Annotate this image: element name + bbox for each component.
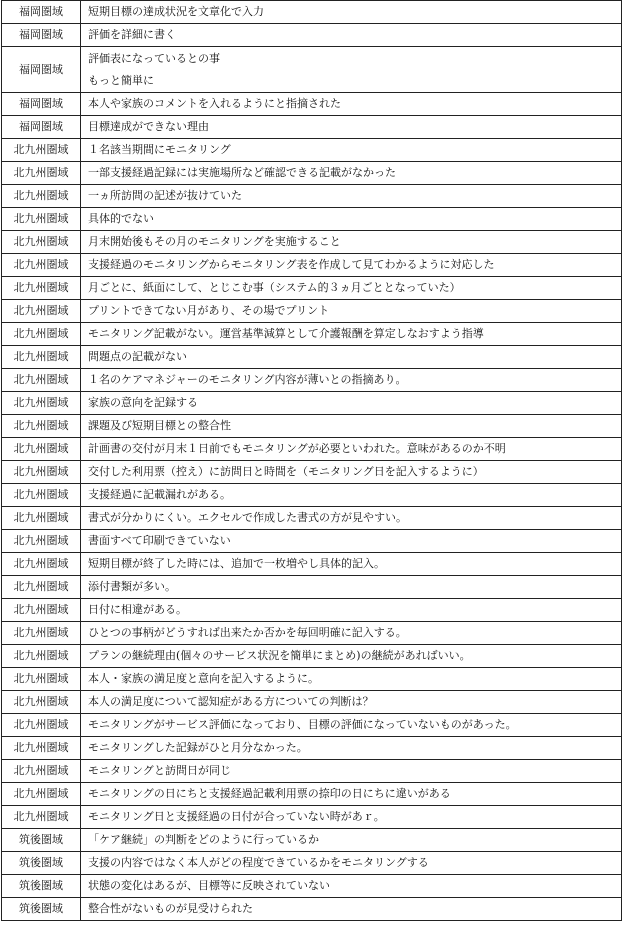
table-row bbox=[2, 622, 622, 645]
region-cell: 福岡圏域 bbox=[2, 24, 81, 47]
table-row bbox=[2, 139, 622, 162]
comment-line: 添付書類が多い。 bbox=[88, 580, 176, 593]
region-cell: 福岡圏域 bbox=[2, 47, 81, 93]
table-row bbox=[2, 24, 622, 47]
region-cell: 北九州圏域 bbox=[2, 553, 81, 576]
table-row bbox=[2, 254, 622, 277]
comment-cell bbox=[81, 668, 622, 691]
table-row bbox=[2, 852, 622, 875]
comment-cell bbox=[81, 415, 622, 438]
region-cell: 北九州圏域 bbox=[2, 369, 81, 392]
comment-line: 短期目標の達成状況を文章化で入力 bbox=[88, 5, 264, 18]
table-row bbox=[2, 438, 622, 461]
comment-cell bbox=[81, 93, 622, 116]
comment-cell bbox=[81, 714, 622, 737]
table-row bbox=[2, 806, 622, 829]
region-cell: 北九州圏域 bbox=[2, 254, 81, 277]
comment-line: モニタリング記載がない。運営基準減算として介護報酬を算定しなおすよう指導 bbox=[88, 327, 484, 340]
comment-line: モニタリングした記録がひと月分なかった。 bbox=[88, 741, 308, 754]
comment-cell bbox=[81, 277, 622, 300]
comment-cell bbox=[81, 484, 622, 507]
comment-cell bbox=[81, 783, 622, 806]
region-cell: 筑後圏域 bbox=[2, 852, 81, 875]
comment-cell bbox=[81, 208, 622, 231]
region-cell: 筑後圏域 bbox=[2, 875, 81, 898]
region-cell: 北九州圏域 bbox=[2, 277, 81, 300]
table-row bbox=[2, 829, 622, 852]
region-cell: 北九州圏域 bbox=[2, 461, 81, 484]
table-row bbox=[2, 783, 622, 806]
table-row bbox=[2, 277, 622, 300]
region-cell: 北九州圏域 bbox=[2, 668, 81, 691]
table-row bbox=[2, 645, 622, 668]
table-row bbox=[2, 415, 622, 438]
table-row bbox=[2, 737, 622, 760]
region-cell: 北九州圏域 bbox=[2, 645, 81, 668]
comment-cell bbox=[81, 852, 622, 875]
region-cell: 北九州圏域 bbox=[2, 760, 81, 783]
comment-cell bbox=[81, 254, 622, 277]
comment-line: １名該当期間にモニタリング bbox=[88, 143, 231, 156]
comment-line: 支援経過に記載漏れがある。 bbox=[88, 488, 231, 501]
table-row bbox=[2, 185, 622, 208]
table-row bbox=[2, 668, 622, 691]
comment-line: 本人の満足度について認知症がある方についての判断は？ bbox=[88, 695, 374, 708]
comment-cell bbox=[81, 530, 622, 553]
comment-line: 家族の意向を記録する bbox=[88, 396, 198, 409]
comment-cell bbox=[81, 185, 622, 208]
table-row bbox=[2, 507, 622, 530]
table-row bbox=[2, 691, 622, 714]
region-cell: 福岡圏域 bbox=[2, 116, 81, 139]
table-row bbox=[2, 714, 622, 737]
region-cell: 北九州圏域 bbox=[2, 484, 81, 507]
region-cell: 北九州圏域 bbox=[2, 806, 81, 829]
comment-line: 整合性がないものが見受けられた bbox=[88, 902, 253, 915]
comment-line: 課題及び短期目標との整合性 bbox=[88, 419, 231, 432]
table-row bbox=[2, 93, 622, 116]
comment-line: 具体的でない bbox=[88, 212, 154, 225]
comment-cell bbox=[81, 806, 622, 829]
comment-cell bbox=[81, 461, 622, 484]
table-row bbox=[2, 576, 622, 599]
table-row bbox=[2, 323, 622, 346]
comments-table-body bbox=[2, 1, 622, 921]
comment-cell bbox=[81, 829, 622, 852]
comment-line: 一部支援経過記録には実施場所など確認できる記載がなかった bbox=[88, 166, 396, 179]
comment-cell bbox=[81, 1, 622, 24]
table-row bbox=[2, 162, 622, 185]
comment-cell bbox=[81, 553, 622, 576]
comment-line: 目標達成ができない理由 bbox=[88, 120, 209, 133]
table-row bbox=[2, 599, 622, 622]
region-cell: 北九州圏域 bbox=[2, 231, 81, 254]
region-cell: 北九州圏域 bbox=[2, 714, 81, 737]
table-row bbox=[2, 300, 622, 323]
region-cell: 北九州圏域 bbox=[2, 783, 81, 806]
comment-cell bbox=[81, 576, 622, 599]
region-cell: 北九州圏域 bbox=[2, 415, 81, 438]
comment-line: 月末開始後もその月のモニタリングを実施すること bbox=[88, 235, 341, 248]
table-row bbox=[2, 116, 622, 139]
table-row bbox=[2, 484, 622, 507]
comment-cell bbox=[81, 24, 622, 47]
region-cell: 筑後圏域 bbox=[2, 829, 81, 852]
table-row bbox=[2, 392, 622, 415]
comment-cell bbox=[81, 691, 622, 714]
comment-line: 本人・家族の満足度と意向を記入するように。 bbox=[88, 672, 319, 685]
table-row bbox=[2, 346, 622, 369]
comment-cell bbox=[81, 162, 622, 185]
table-row bbox=[2, 208, 622, 231]
region-cell: 北九州圏域 bbox=[2, 507, 81, 530]
region-cell: 北九州圏域 bbox=[2, 185, 81, 208]
table-row bbox=[2, 1, 622, 24]
region-cell: 北九州圏域 bbox=[2, 576, 81, 599]
region-cell: 北九州圏域 bbox=[2, 530, 81, 553]
comment-cell bbox=[81, 507, 622, 530]
comment-cell bbox=[81, 622, 622, 645]
table-row bbox=[2, 760, 622, 783]
comment-line: 交付した利用票（控え）に訪問日と時間を（モニタリング日を記入するように） bbox=[88, 465, 484, 478]
comment-line: 短期目標が終了した時には、追加で一枚増やし具体的記入。 bbox=[88, 557, 385, 570]
region-cell: 北九州圏域 bbox=[2, 300, 81, 323]
comment-line: 問題点の記載がない bbox=[88, 350, 187, 363]
comment-line: プランの継続理由(個々のサービス状況を簡単にまとめ)の継続があればいい。 bbox=[88, 649, 471, 662]
comment-cell bbox=[81, 645, 622, 668]
comment-cell bbox=[81, 346, 622, 369]
region-cell: 北九州圏域 bbox=[2, 737, 81, 760]
comment-cell bbox=[81, 323, 622, 346]
comment-line: モニタリング日と支援経過の日付が合っていない時があｒ。 bbox=[88, 810, 385, 823]
comment-line: 評価表になっているとの事 bbox=[88, 51, 220, 65]
comment-line: 状態の変化はあるが、目標等に反映されていない bbox=[88, 879, 330, 892]
comment-line: 本人や家族のコメントを入れるようにと指摘された bbox=[88, 97, 341, 110]
comment-line: 月ごとに、紙面にして、とじこむ事（システム的３ヵ月ごととなっていた） bbox=[88, 281, 461, 294]
comment-line: モニタリングと訪問日が同じ bbox=[88, 764, 231, 777]
comment-cell bbox=[81, 737, 622, 760]
region-cell: 筑後圏域 bbox=[2, 898, 81, 921]
region-cell: 北九州圏域 bbox=[2, 599, 81, 622]
comment-cell bbox=[81, 875, 622, 898]
comment-cell bbox=[81, 300, 622, 323]
comment-cell bbox=[81, 47, 622, 93]
region-cell: 福岡圏域 bbox=[2, 93, 81, 116]
comment-cell bbox=[81, 231, 622, 254]
comment-cell bbox=[81, 139, 622, 162]
table-row bbox=[2, 47, 622, 93]
table-row bbox=[2, 553, 622, 576]
region-cell: 北九州圏域 bbox=[2, 162, 81, 185]
table-row bbox=[2, 461, 622, 484]
comment-line: 計画書の交付が月末１日前でもモニタリングが必要といわれた。意味があるのか不明 bbox=[88, 442, 506, 455]
region-cell: 北九州圏域 bbox=[2, 346, 81, 369]
comment-cell bbox=[81, 760, 622, 783]
region-cell: 北九州圏域 bbox=[2, 438, 81, 461]
comment-line: １名のケアマネジャーのモニタリング内容が薄いとの指摘あり。 bbox=[88, 373, 407, 386]
comment-line: 支援の内容ではなく本人がどの程度できているかをモニタリングする bbox=[88, 856, 429, 869]
region-cell: 北九州圏域 bbox=[2, 208, 81, 231]
comment-cell bbox=[81, 369, 622, 392]
comment-line: 「ケア継続」の判断をどのように行っているか bbox=[88, 833, 319, 846]
comment-cell bbox=[81, 599, 622, 622]
comment-cell bbox=[81, 898, 622, 921]
region-cell: 北九州圏域 bbox=[2, 622, 81, 645]
table-row bbox=[2, 530, 622, 553]
comment-line: 支援経過のモニタリングからモニタリング表を作成して見てわかるように対応した bbox=[88, 258, 495, 271]
comment-line: モニタリングがサービス評価になっており、目標の評価になっていないものがあった。 bbox=[88, 718, 517, 731]
comment-line: 書面すべて印刷できていない bbox=[88, 534, 231, 547]
comment-cell bbox=[81, 392, 622, 415]
comment-line: 評価を詳細に書く bbox=[88, 28, 176, 41]
comment-line: ひとつの事柄がどうすれば出来たか否かを毎回明確に記入する。 bbox=[88, 626, 407, 639]
region-cell: 北九州圏域 bbox=[2, 323, 81, 346]
comment-line: 一ヵ所訪問の記述が抜けていた bbox=[88, 189, 242, 202]
comment-line: プリントできてない月があり、その場でプリント bbox=[88, 304, 330, 317]
comment-line: モニタリングの日にちと支援経過記載利用票の捺印の日にちに違いがある bbox=[88, 787, 451, 800]
comments-table bbox=[1, 0, 622, 921]
table-row bbox=[2, 875, 622, 898]
region-cell: 北九州圏域 bbox=[2, 139, 81, 162]
comment-cell bbox=[81, 116, 622, 139]
comment-line: 日付に相違がある。 bbox=[88, 603, 187, 616]
table-row bbox=[2, 369, 622, 392]
comment-line: 書式が分かりにくい。エクセルで作成した書式の方が見やすい。 bbox=[88, 511, 407, 524]
region-cell: 北九州圏域 bbox=[2, 691, 81, 714]
table-row bbox=[2, 898, 622, 921]
table-row bbox=[2, 231, 622, 254]
comment-cell bbox=[81, 438, 622, 461]
comment-line: もっと簡単に bbox=[88, 73, 154, 87]
region-cell: 福岡圏域 bbox=[2, 1, 81, 24]
region-cell: 北九州圏域 bbox=[2, 392, 81, 415]
